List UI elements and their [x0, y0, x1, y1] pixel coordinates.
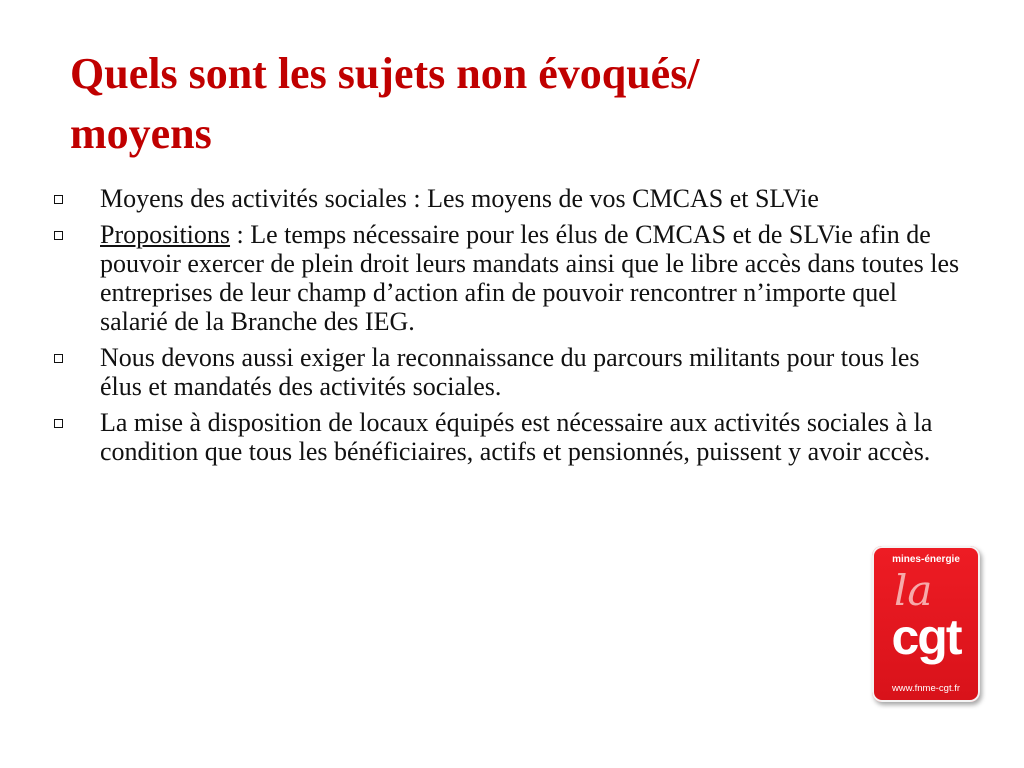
cgt-logo — [872, 546, 980, 702]
bullet-item-reconnaissance — [46, 343, 966, 401]
bullet-item-moyens — [46, 184, 966, 213]
bullet-item-propositions — [46, 220, 966, 336]
hollow-square-bullet-icon — [54, 419, 63, 428]
bullet-text: : Le temps nécessaire pour les élus de CMCAS et de SLVie afin de pouvoir exercer de plein droit leurs mandats ainsi que le libre accès dans toutes les entreprises de leur champ d’action afin de pouvoir rencontrer n’importe quel salarié de la Branche des IEG. — [100, 220, 960, 336]
bullet-text: La mise à disposition de locaux équipés est nécessaire aux activités sociales à la condition que tous les bénéficiaires, actifs et pensionnés, puissent y avoir accès. — [100, 408, 933, 466]
hollow-square-bullet-icon — [54, 195, 63, 204]
bullet-text: Nous devons aussi exiger la reconnaissance du parcours militants pour tous les élus et mandatés des activités sociales. — [100, 343, 920, 401]
title-line-2: moyens — [70, 109, 212, 158]
logo-url: www.fnme-cgt.fr — [891, 683, 961, 694]
bullet-list — [46, 184, 966, 473]
logo-cgt-text: cgt — [891, 609, 961, 665]
slide-title — [70, 44, 970, 164]
logo-la-script: la — [894, 566, 933, 615]
title-line-1: Quels sont les sujets non évoqués/ — [70, 49, 700, 98]
bullet-text: Moyens des activités sociales : Les moyens de vos CMCAS et SLVie — [100, 184, 819, 213]
hollow-square-bullet-icon — [54, 354, 63, 363]
bullet-label-propositions: Propositions — [100, 220, 231, 249]
logo-mines-energie: mines-énergie — [892, 554, 960, 565]
bullet-item-locaux — [46, 408, 966, 466]
hollow-square-bullet-icon — [54, 231, 63, 240]
